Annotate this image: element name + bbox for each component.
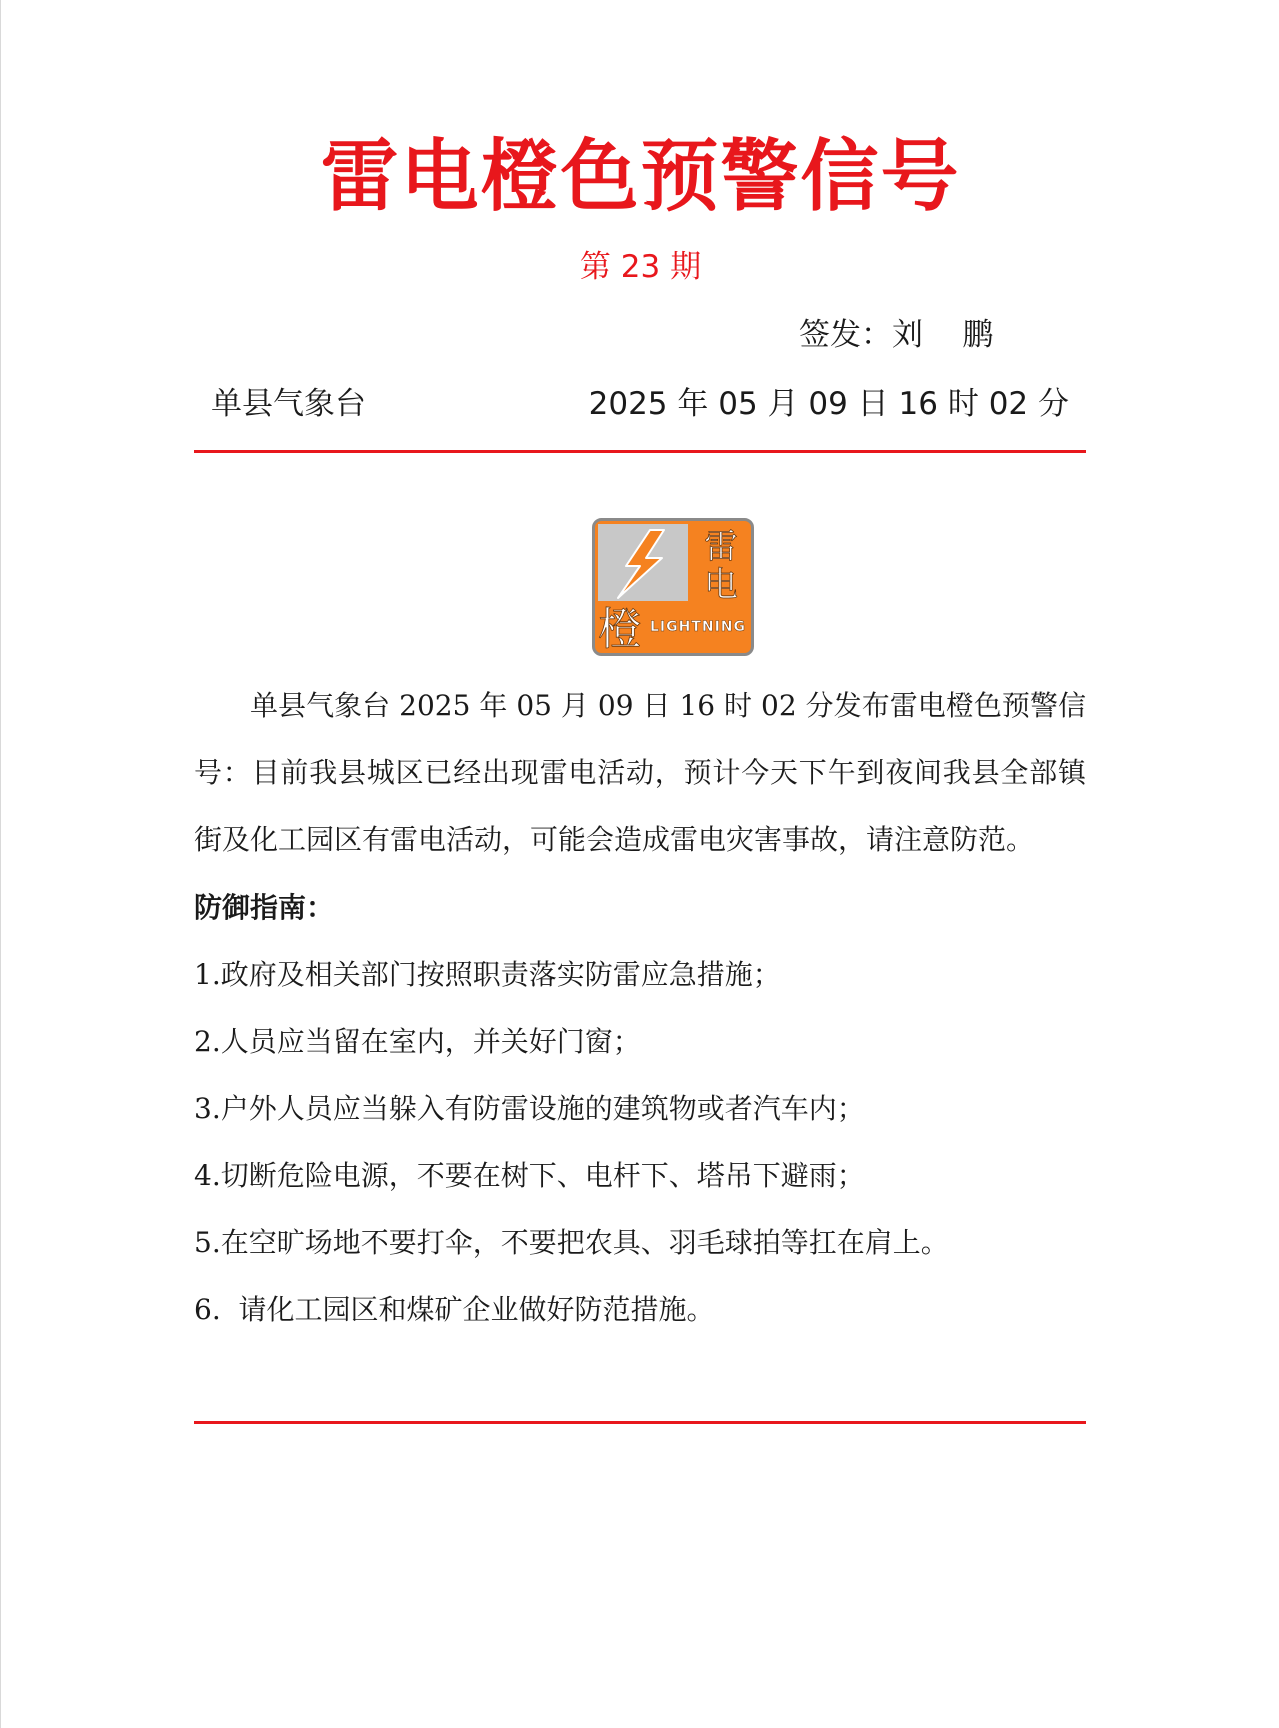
defense-guide-list (194, 941, 1086, 1343)
icon-char-top: 雷 (704, 527, 738, 567)
guide-item: 6. 请化工园区和煤矿企业做好防范措施。 (194, 1293, 715, 1326)
guide-item: 4.切断危险电源，不要在树下、电杆下、塔吊下避雨； (194, 1159, 865, 1192)
top-red-rule (194, 450, 1086, 453)
warning-intro-text (194, 672, 1086, 873)
icon-char-middle: 电 (704, 565, 738, 605)
lightning-orange-warning-icon (592, 518, 754, 656)
defense-guide-heading: 防御指南： (194, 891, 335, 924)
intro-paragraph: 单县气象台 2025 年 05 月 09 日 16 时 02 分发布雷电橙色预警信号：目前我县城区已经出现雷电活动，预计今天下午到夜间我县全部镇街及化工园区有雷电活动，可能会造成雷电灾害事故，请注意防范。 (194, 689, 1086, 856)
issuing-organization: 单县气象台 (211, 386, 366, 422)
icon-char-level: 橙 (598, 604, 642, 655)
guide-item: 1.政府及相关部门按照职责落实防雷应急措施； (194, 958, 781, 991)
issued-time: 2025 年 05 月 09 日 16 时 02 分 (588, 386, 1069, 422)
issue-number: 第 23 期 (579, 249, 702, 285)
signer: 签发：刘 鹏 (799, 317, 994, 353)
guide-item: 3.户外人员应当躲入有防雷设施的建筑物或者汽车内； (194, 1092, 865, 1125)
guide-item: 5.在空旷场地不要打伞，不要把农具、羽毛球拍等扛在肩上。 (194, 1226, 949, 1259)
warning-title: 雷电橙色预警信号 (320, 132, 961, 222)
bottom-red-rule (194, 1421, 1086, 1424)
guide-item: 2.人员应当留在室内，并关好门窗； (194, 1025, 641, 1058)
icon-english-label: LIGHTNING (649, 619, 747, 635)
